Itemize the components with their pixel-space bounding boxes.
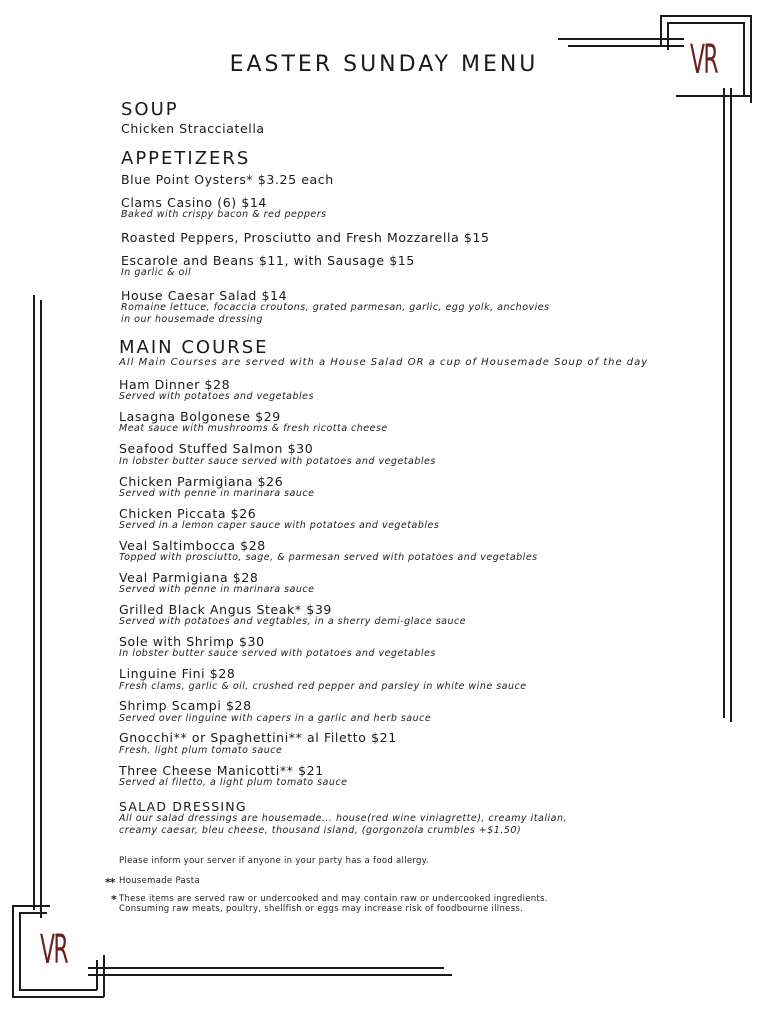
main-item-name: Shrimp Scampi $28 [119, 698, 252, 713]
main-item-name: Seafood Stuffed Salmon $30 [119, 441, 314, 456]
appetizers-heading: APPETIZERS [121, 148, 251, 169]
frame-line [667, 22, 745, 24]
main-item-desc: Served with penne in marinara sauce [119, 488, 315, 499]
main-item-name: Sole with Shrimp $30 [119, 634, 265, 649]
frame-line [103, 955, 105, 997]
vr-monogram-logo: VR [690, 37, 718, 83]
frame-line [730, 88, 732, 722]
raw-footnote: These items are served raw or undercooked and may contain raw or undercooked ingredients. [119, 894, 548, 904]
main-item-name: Three Cheese Manicotti** $21 [119, 763, 324, 778]
main-item-name: Gnocchi** or Spaghettini** al Filetto $21 [119, 730, 397, 745]
appetizer-desc: in our housemade dressing [121, 314, 263, 325]
menu-title: EASTER SUNDAY MENU [229, 52, 539, 77]
main-item-desc: Served al filetto, a light plum tomato sauce [119, 777, 348, 788]
appetizer-desc: Baked with crispy bacon & red peppers [121, 209, 327, 220]
frame-line [12, 905, 50, 907]
raw-footnote-mark: * [111, 893, 118, 906]
frame-line [568, 45, 684, 47]
main-item-name: Veal Parmigiana $28 [119, 570, 259, 585]
pasta-footnote-mark: ** [105, 876, 115, 889]
frame-line [88, 967, 444, 969]
raw-footnote: Consuming raw meats, poultry, shellfish or eggs may increase risk of foodbourne illness. [119, 904, 524, 914]
frame-line [40, 300, 42, 918]
salad-dressing-heading: SALAD DRESSING [119, 799, 247, 814]
main-item-name: Linguine Fini $28 [119, 666, 236, 681]
frame-line [12, 905, 14, 997]
appetizer-name: House Caesar Salad $14 [121, 288, 288, 303]
frame-line [660, 15, 662, 45]
frame-line [88, 974, 452, 976]
main-item-desc: Served with potatoes and vegtables, in a sherry demi-glace sauce [119, 616, 467, 627]
frame-line [19, 912, 47, 914]
main-item-name: Lasagna Bolgonese $29 [119, 409, 281, 424]
salad-dressing-line: All our salad dressings are housemade... house(red wine viniagrette), creamy italian, [119, 813, 567, 824]
appetizer-desc: Romaine lettuce, focaccia croutons, grated parmesan, garlic, egg yolk, anchovies [121, 302, 550, 313]
salad-dressing-line: creamy caesar, bleu cheese, thousand island, (gorgonzola crumbles +$1.50) [119, 825, 522, 836]
main-item-desc: Served over linguine with capers in a garlic and herb sauce [119, 713, 432, 724]
frame-line [33, 295, 35, 910]
main-item-name: Chicken Piccata $26 [119, 506, 257, 521]
appetizer-name: Blue Point Oysters* $3.25 each [121, 172, 334, 187]
frame-line [660, 15, 752, 17]
soup-heading: SOUP [121, 99, 179, 120]
main-course-heading: MAIN COURSE [119, 337, 269, 358]
frame-line [558, 38, 684, 40]
main-item-name: Veal Saltimbocca $28 [119, 538, 266, 553]
allergy-note: Please inform your server if anyone in your party has a food allergy. [119, 856, 429, 866]
main-course-subheading: All Main Courses are served with a House Salad OR a cup of Housemade Soup of the day [119, 357, 649, 368]
appetizer-name: Escarole and Beans $11, with Sausage $15 [121, 253, 415, 268]
main-item-desc: In lobster butter sauce served with potatoes and vegetables [119, 648, 436, 659]
frame-line [12, 996, 104, 998]
frame-line [19, 989, 97, 991]
frame-line [723, 88, 725, 718]
pasta-footnote: Housemade Pasta [119, 876, 200, 886]
main-item-name: Ham Dinner $28 [119, 377, 231, 392]
main-item-desc: Served with potatoes and vegetables [119, 391, 314, 402]
main-item-name: Chicken Parmigiana $26 [119, 474, 284, 489]
main-item-desc: Fresh clams, garlic & oil, crushed red pepper and parsley in white wine sauce [119, 681, 527, 692]
appetizer-desc: In garlic & oil [121, 267, 192, 278]
frame-line [676, 95, 752, 97]
main-item-desc: Meat sauce with mushrooms & fresh ricotta cheese [119, 423, 388, 434]
main-item-desc: Served in a lemon caper sauce with potatoes and vegetables [119, 520, 440, 531]
appetizer-name: Clams Casino (6) $14 [121, 195, 267, 210]
main-item-desc: Topped with prosciutto, sage, & parmesan served with potatoes and vegetables [119, 552, 538, 563]
main-item-desc: Served with penne in marinara sauce [119, 584, 315, 595]
appetizer-name: Roasted Peppers, Prosciutto and Fresh Mozzarella $15 [121, 230, 490, 245]
soup-item: Chicken Stracciatella [121, 121, 265, 136]
main-item-name: Grilled Black Angus Steak* $39 [119, 602, 332, 617]
main-item-desc: Fresh, light plum tomato sauce [119, 745, 283, 756]
vr-monogram-logo: VR [40, 927, 68, 973]
frame-line [19, 912, 21, 990]
main-item-desc: In lobster butter sauce served with potatoes and vegetables [119, 456, 436, 467]
